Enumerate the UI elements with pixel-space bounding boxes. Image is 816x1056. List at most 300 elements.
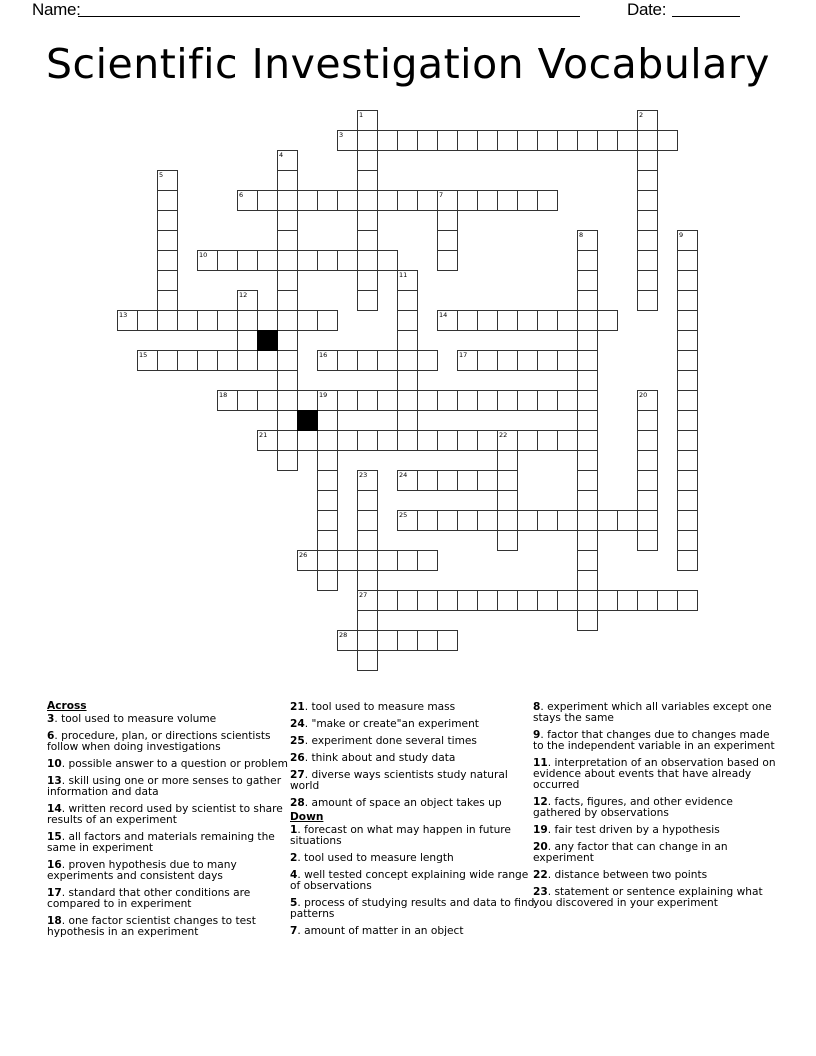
date-field[interactable] xyxy=(672,16,740,17)
grid-cell[interactable] xyxy=(537,430,558,451)
grid-cell[interactable] xyxy=(277,210,298,231)
grid-cell[interactable] xyxy=(597,310,618,331)
grid-cell[interactable] xyxy=(237,290,258,311)
grid-cell[interactable] xyxy=(497,390,518,411)
grid-cell[interactable] xyxy=(457,590,478,611)
grid-cell[interactable] xyxy=(177,350,198,371)
across-clue xyxy=(47,860,292,882)
grid-cell[interactable] xyxy=(457,470,478,491)
grid-cell[interactable] xyxy=(577,610,598,631)
grid-cell[interactable] xyxy=(317,550,338,571)
grid-cell[interactable] xyxy=(497,590,518,611)
grid-cell[interactable] xyxy=(557,350,578,371)
grid-cell[interactable] xyxy=(417,510,438,531)
grid-cell[interactable] xyxy=(397,550,418,571)
grid-cell[interactable] xyxy=(637,190,658,211)
grid-cell[interactable] xyxy=(217,350,238,371)
grid-cell[interactable] xyxy=(157,290,178,311)
grid-cell[interactable] xyxy=(317,390,338,411)
grid-cell[interactable] xyxy=(677,330,698,351)
grid-cell[interactable] xyxy=(557,310,578,331)
grid-cell[interactable] xyxy=(357,650,378,671)
grid-cell[interactable] xyxy=(677,370,698,391)
grid-cell[interactable] xyxy=(677,410,698,431)
grid-cell[interactable] xyxy=(637,130,658,151)
grid-cell[interactable] xyxy=(117,310,138,331)
grid-cell[interactable] xyxy=(337,250,358,271)
grid-cell[interactable] xyxy=(417,470,438,491)
grid-cell[interactable] xyxy=(477,350,498,371)
grid-cell[interactable] xyxy=(477,310,498,331)
grid-cell[interactable] xyxy=(637,510,658,531)
grid-cell[interactable] xyxy=(337,390,358,411)
grid-cell[interactable] xyxy=(397,190,418,211)
grid-cell[interactable] xyxy=(417,550,438,571)
clue-number: 18 xyxy=(219,391,228,399)
grid-cell[interactable] xyxy=(497,510,518,531)
grid-cell[interactable] xyxy=(237,350,258,371)
grid-cell[interactable] xyxy=(577,330,598,351)
grid-cell[interactable] xyxy=(137,310,158,331)
grid-cell[interactable] xyxy=(497,310,518,331)
grid-cell[interactable] xyxy=(577,590,598,611)
clue-number: 4 xyxy=(279,151,284,159)
grid-cell[interactable] xyxy=(377,130,398,151)
clue-number: 22 xyxy=(499,431,508,439)
grid-cell[interactable] xyxy=(577,510,598,531)
grid-cell[interactable] xyxy=(577,530,598,551)
grid-cell[interactable] xyxy=(457,390,478,411)
grid-cell[interactable] xyxy=(577,130,598,151)
grid-cell[interactable] xyxy=(277,290,298,311)
across-clue xyxy=(47,804,292,826)
grid-cell[interactable] xyxy=(577,310,598,331)
grid-cell[interactable] xyxy=(277,250,298,271)
grid-cell[interactable] xyxy=(357,470,378,491)
grid-cell[interactable] xyxy=(677,310,698,331)
clue-number: 12 xyxy=(239,291,248,299)
clue-text: . experiment done several times xyxy=(304,735,477,747)
grid-cell[interactable] xyxy=(437,510,458,531)
grid-cell[interactable] xyxy=(677,230,698,251)
grid-cell[interactable] xyxy=(597,510,618,531)
grid-cell[interactable] xyxy=(317,530,338,551)
grid-cell[interactable] xyxy=(397,310,418,331)
grid-cell[interactable] xyxy=(437,630,458,651)
grid-cell[interactable] xyxy=(177,310,198,331)
grid-cell[interactable] xyxy=(357,490,378,511)
grid-cell[interactable] xyxy=(157,210,178,231)
grid-cell[interactable] xyxy=(397,390,418,411)
grid-cell[interactable] xyxy=(437,190,458,211)
grid-cell[interactable] xyxy=(277,430,298,451)
grid-cell[interactable] xyxy=(157,230,178,251)
clue-number: 15 xyxy=(139,351,148,359)
grid-cell[interactable] xyxy=(537,190,558,211)
clue-text: . procedure, plan, or directions scientists follow when doing investigations xyxy=(47,730,271,753)
grid-cell[interactable] xyxy=(357,250,378,271)
grid-cell[interactable] xyxy=(357,510,378,531)
grid-cell[interactable] xyxy=(337,550,358,571)
grid-cell[interactable] xyxy=(477,130,498,151)
grid-cell[interactable] xyxy=(437,590,458,611)
grid-cell[interactable] xyxy=(637,250,658,271)
grid-cell[interactable] xyxy=(577,270,598,291)
grid-cell[interactable] xyxy=(397,270,418,291)
grid-cell[interactable] xyxy=(397,430,418,451)
clue-num: 10 xyxy=(47,758,62,770)
grid-cell[interactable] xyxy=(317,430,338,451)
grid-cell[interactable] xyxy=(317,310,338,331)
grid-cell[interactable] xyxy=(377,630,398,651)
grid-cell[interactable] xyxy=(517,350,538,371)
grid-cell[interactable] xyxy=(417,130,438,151)
grid-cell[interactable] xyxy=(557,390,578,411)
grid-cell[interactable] xyxy=(357,110,378,131)
grid-cell[interactable] xyxy=(377,250,398,271)
grid-cell[interactable] xyxy=(657,590,678,611)
clue-num: 18 xyxy=(47,915,62,927)
grid-cell[interactable] xyxy=(617,130,638,151)
grid-cell[interactable] xyxy=(437,230,458,251)
grid-cell[interactable] xyxy=(277,410,298,431)
grid-cell[interactable] xyxy=(357,170,378,191)
grid-cell[interactable] xyxy=(637,470,658,491)
grid-cell[interactable] xyxy=(317,490,338,511)
grid-cell[interactable] xyxy=(157,250,178,271)
grid-cell[interactable] xyxy=(637,170,658,191)
grid-cell[interactable] xyxy=(637,270,658,291)
grid-cell[interactable] xyxy=(137,350,158,371)
clue-number: 24 xyxy=(399,471,408,479)
grid-cell[interactable] xyxy=(277,330,298,351)
grid-cell[interactable] xyxy=(257,250,278,271)
grid-cell[interactable] xyxy=(557,430,578,451)
grid-cell[interactable] xyxy=(577,470,598,491)
grid-cell[interactable] xyxy=(497,130,518,151)
grid-cell[interactable] xyxy=(397,630,418,651)
grid-cell[interactable] xyxy=(637,290,658,311)
grid-cell[interactable] xyxy=(677,530,698,551)
grid-cell[interactable] xyxy=(397,590,418,611)
grid-cell[interactable] xyxy=(257,310,278,331)
grid-cell[interactable] xyxy=(257,430,278,451)
grid-cell[interactable] xyxy=(357,210,378,231)
grid-cell[interactable] xyxy=(417,390,438,411)
grid-cell[interactable] xyxy=(237,250,258,271)
grid-cell[interactable] xyxy=(377,550,398,571)
clue-number: 6 xyxy=(239,191,244,199)
grid-cell[interactable] xyxy=(277,350,298,371)
grid-cell[interactable] xyxy=(497,490,518,511)
grid-cell[interactable] xyxy=(537,390,558,411)
grid-cell[interactable] xyxy=(517,130,538,151)
grid-cell[interactable] xyxy=(217,390,238,411)
grid-cell[interactable] xyxy=(317,350,338,371)
grid-cell[interactable] xyxy=(377,190,398,211)
grid-cell[interactable] xyxy=(197,310,218,331)
grid-cell[interactable] xyxy=(417,630,438,651)
grid-cell[interactable] xyxy=(257,190,278,211)
grid-cell[interactable] xyxy=(237,330,258,351)
grid-cell[interactable] xyxy=(557,130,578,151)
grid-cell[interactable] xyxy=(457,510,478,531)
grid-cell[interactable] xyxy=(437,250,458,271)
grid-cell[interactable] xyxy=(457,430,478,451)
grid-cell[interactable] xyxy=(437,430,458,451)
grid-cell[interactable] xyxy=(637,410,658,431)
grid-cell[interactable] xyxy=(577,390,598,411)
name-field[interactable] xyxy=(78,16,580,17)
grid-cell[interactable] xyxy=(277,190,298,211)
grid-cell[interactable] xyxy=(277,150,298,171)
grid-cell[interactable] xyxy=(397,130,418,151)
grid-cell[interactable] xyxy=(197,250,218,271)
clue-number: 1 xyxy=(359,111,364,119)
grid-cell[interactable] xyxy=(377,590,398,611)
grid-cell[interactable] xyxy=(577,570,598,591)
grid-cell[interactable] xyxy=(357,290,378,311)
grid-cell[interactable] xyxy=(337,630,358,651)
grid-cell[interactable] xyxy=(297,190,318,211)
across-clue xyxy=(290,753,535,764)
grid-cell[interactable] xyxy=(537,310,558,331)
grid-cell[interactable] xyxy=(337,430,358,451)
grid-cell[interactable] xyxy=(637,150,658,171)
grid-cell[interactable] xyxy=(577,490,598,511)
grid-cell[interactable] xyxy=(577,290,598,311)
across-clue xyxy=(47,776,292,798)
clue-text: . factor that changes due to changes made to the independent variable in an experiment xyxy=(533,729,775,752)
grid-cell[interactable] xyxy=(357,570,378,591)
grid-cell[interactable] xyxy=(237,310,258,331)
grid-cell[interactable] xyxy=(457,130,478,151)
grid-cell[interactable] xyxy=(637,390,658,411)
grid-cell[interactable] xyxy=(617,510,638,531)
grid-cell[interactable] xyxy=(397,330,418,351)
grid-cell[interactable] xyxy=(277,230,298,251)
grid-cell[interactable] xyxy=(277,370,298,391)
down-clue xyxy=(290,898,535,920)
grid-cell[interactable] xyxy=(417,350,438,371)
grid-cell[interactable] xyxy=(217,250,238,271)
grid-cell[interactable] xyxy=(437,210,458,231)
clue-text: . experiment which all variables except one stays the same xyxy=(533,701,772,724)
grid-cell[interactable] xyxy=(197,350,218,371)
grid-cell[interactable] xyxy=(537,130,558,151)
grid-cell[interactable] xyxy=(457,310,478,331)
grid-cell[interactable] xyxy=(577,370,598,391)
grid-cell[interactable] xyxy=(357,390,378,411)
grid-cell[interactable] xyxy=(337,350,358,371)
grid-cell[interactable] xyxy=(637,230,658,251)
grid-cell[interactable] xyxy=(677,450,698,471)
grid-cell[interactable] xyxy=(277,270,298,291)
grid-cell[interactable] xyxy=(297,430,318,451)
grid-cell[interactable] xyxy=(357,610,378,631)
grid-cell[interactable] xyxy=(297,250,318,271)
grid-cell[interactable] xyxy=(677,490,698,511)
grid-cell[interactable] xyxy=(677,470,698,491)
grid-cell[interactable] xyxy=(317,190,338,211)
grid-cell[interactable] xyxy=(577,410,598,431)
clue-text: . tool used to measure volume xyxy=(54,713,217,725)
grid-cell[interactable] xyxy=(517,390,538,411)
grid-cell[interactable] xyxy=(637,530,658,551)
grid-cell[interactable] xyxy=(337,130,358,151)
grid-cell[interactable] xyxy=(497,350,518,371)
grid-cell[interactable] xyxy=(557,590,578,611)
grid-cell[interactable] xyxy=(497,530,518,551)
grid-cell[interactable] xyxy=(517,430,538,451)
grid-cell[interactable] xyxy=(377,390,398,411)
grid-cell[interactable] xyxy=(497,450,518,471)
grid-cell[interactable] xyxy=(157,310,178,331)
grid-cell[interactable] xyxy=(417,590,438,611)
grid-cell[interactable] xyxy=(317,570,338,591)
grid-cell[interactable] xyxy=(257,350,278,371)
grid-cell[interactable] xyxy=(357,430,378,451)
grid-cell[interactable] xyxy=(437,310,458,331)
grid-cell[interactable] xyxy=(477,470,498,491)
grid-cell[interactable] xyxy=(517,510,538,531)
grid-cell[interactable] xyxy=(677,270,698,291)
grid-cell[interactable] xyxy=(577,350,598,371)
down-clue xyxy=(533,797,778,819)
grid-cell[interactable] xyxy=(677,590,698,611)
grid-cell[interactable] xyxy=(297,390,318,411)
grid-cell[interactable] xyxy=(317,250,338,271)
clue-num: 11 xyxy=(533,757,548,769)
clue-num: 3 xyxy=(47,713,55,725)
grid-cell[interactable] xyxy=(397,370,418,391)
grid-cell[interactable] xyxy=(457,350,478,371)
grid-cell[interactable] xyxy=(397,410,418,431)
clue-number: 27 xyxy=(359,591,368,599)
grid-cell[interactable] xyxy=(357,630,378,651)
grid-cell[interactable] xyxy=(337,190,358,211)
grid-cell[interactable] xyxy=(377,430,398,451)
grid-cell[interactable] xyxy=(677,290,698,311)
grid-cell[interactable] xyxy=(317,510,338,531)
grid-cell[interactable] xyxy=(537,590,558,611)
grid-cell[interactable] xyxy=(677,350,698,371)
grid-cell[interactable] xyxy=(257,390,278,411)
across-clue xyxy=(47,759,292,770)
clue-number: 25 xyxy=(399,511,408,519)
grid-cell[interactable] xyxy=(357,270,378,291)
grid-cell[interactable] xyxy=(277,390,298,411)
grid-cell[interactable] xyxy=(357,550,378,571)
grid-cell[interactable] xyxy=(517,190,538,211)
grid-cell[interactable] xyxy=(397,290,418,311)
grid-cell[interactable] xyxy=(397,350,418,371)
grid-cell[interactable] xyxy=(497,430,518,451)
grid-cell[interactable] xyxy=(577,430,598,451)
grid-cell[interactable] xyxy=(157,270,178,291)
grid-cell[interactable] xyxy=(677,430,698,451)
grid-cell[interactable] xyxy=(397,470,418,491)
grid-cell[interactable] xyxy=(357,150,378,171)
grid-cell[interactable] xyxy=(397,510,418,531)
grid-cell[interactable] xyxy=(557,510,578,531)
grid-cell[interactable] xyxy=(637,430,658,451)
grid-cell[interactable] xyxy=(497,190,518,211)
grid-cell[interactable] xyxy=(637,450,658,471)
grid-cell[interactable] xyxy=(417,190,438,211)
grid-cell[interactable] xyxy=(577,250,598,271)
grid-cell[interactable] xyxy=(677,550,698,571)
grid-cell[interactable] xyxy=(577,450,598,471)
grid-cell[interactable] xyxy=(597,130,618,151)
grid-cell[interactable] xyxy=(277,310,298,331)
grid-cell[interactable] xyxy=(277,170,298,191)
grid-cell[interactable] xyxy=(357,530,378,551)
grid-cell[interactable] xyxy=(157,190,178,211)
grid-cell[interactable] xyxy=(637,490,658,511)
grid-cell[interactable] xyxy=(457,190,478,211)
grid-cell[interactable] xyxy=(237,390,258,411)
grid-cell[interactable] xyxy=(437,130,458,151)
grid-cell[interactable] xyxy=(357,190,378,211)
grid-cell[interactable] xyxy=(677,250,698,271)
grid-cell[interactable] xyxy=(617,590,638,611)
grid-cell[interactable] xyxy=(437,390,458,411)
grid-cell[interactable] xyxy=(657,130,678,151)
grid-cell[interactable] xyxy=(157,350,178,371)
clue-text: . facts, figures, and other evidence gathered by observations xyxy=(533,796,733,819)
grid-cell[interactable] xyxy=(477,390,498,411)
grid-cell[interactable] xyxy=(477,590,498,611)
grid-cell[interactable] xyxy=(637,590,658,611)
down-clue xyxy=(290,853,535,864)
across-clue xyxy=(290,702,535,713)
grid-cell[interactable] xyxy=(317,450,338,471)
grid-cell[interactable] xyxy=(157,170,178,191)
grid-cell[interactable] xyxy=(377,350,398,371)
grid-cell[interactable] xyxy=(437,470,458,491)
grid-cell[interactable] xyxy=(637,210,658,231)
grid-cell[interactable] xyxy=(477,190,498,211)
grid-cell[interactable] xyxy=(677,510,698,531)
grid-cell[interactable] xyxy=(357,230,378,251)
grid-cell[interactable] xyxy=(297,550,318,571)
grid-cell[interactable] xyxy=(677,390,698,411)
page-title: Scientific Investigation Vocabulary xyxy=(46,40,770,88)
grid-cell[interactable] xyxy=(477,430,498,451)
grid-cell[interactable] xyxy=(297,310,318,331)
grid-cell[interactable] xyxy=(237,190,258,211)
grid-cell[interactable] xyxy=(497,470,518,491)
grid-cell[interactable] xyxy=(517,310,538,331)
grid-cell[interactable] xyxy=(277,450,298,471)
grid-cell[interactable] xyxy=(477,510,498,531)
grid-cell[interactable] xyxy=(637,110,658,131)
grid-cell[interactable] xyxy=(217,310,238,331)
grid-cell[interactable] xyxy=(597,590,618,611)
grid-cell[interactable] xyxy=(537,510,558,531)
grid-cell[interactable] xyxy=(317,410,338,431)
grid-cell[interactable] xyxy=(577,230,598,251)
grid-cell[interactable] xyxy=(417,430,438,451)
grid-cell[interactable] xyxy=(317,470,338,491)
grid-cell[interactable] xyxy=(577,550,598,571)
grid-cell[interactable] xyxy=(537,350,558,371)
grid-cell[interactable] xyxy=(517,590,538,611)
grid-cell[interactable] xyxy=(357,350,378,371)
grid-cell[interactable] xyxy=(357,590,378,611)
grid-cell[interactable] xyxy=(357,130,378,151)
